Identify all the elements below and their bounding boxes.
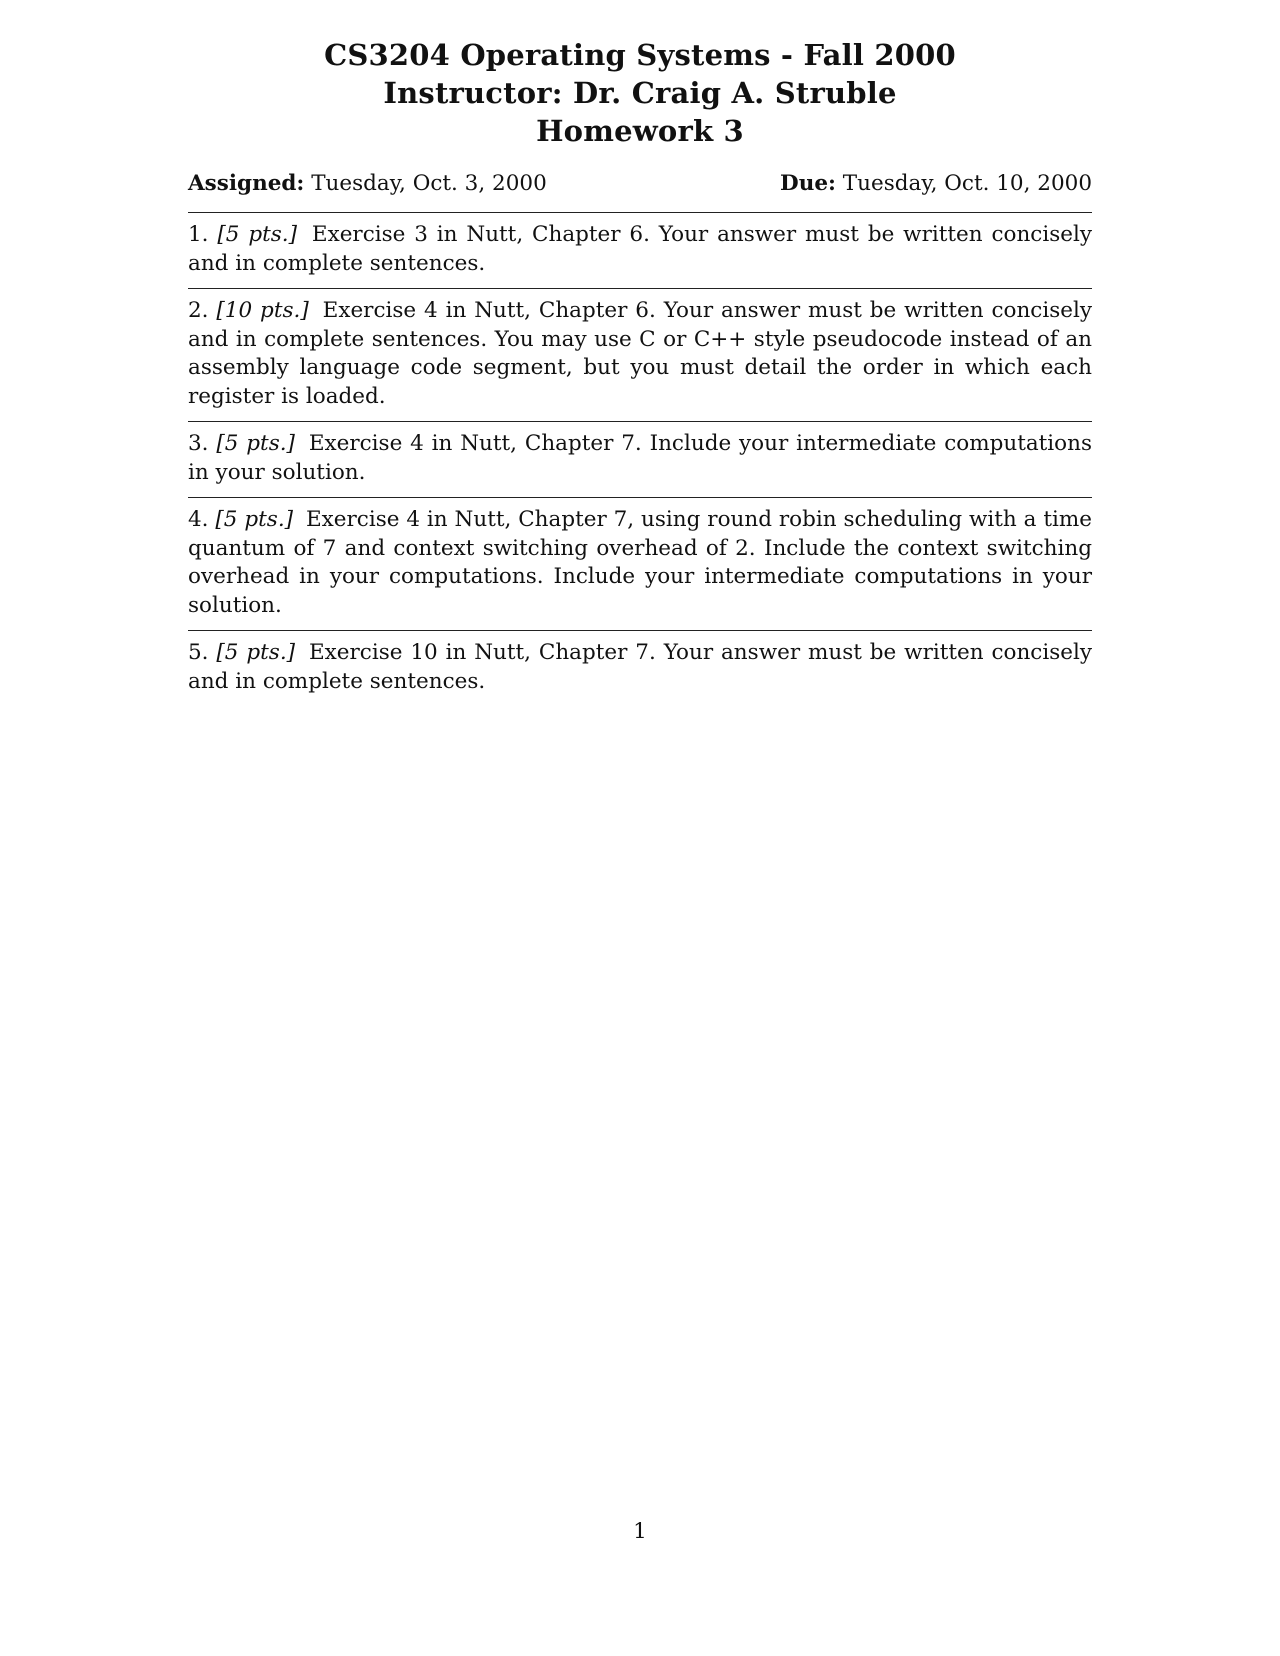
problem-points: [10 pts.]	[216, 298, 309, 323]
assigned-value: Tuesday, Oct. 3, 2000	[311, 171, 547, 196]
due-label: Due:	[780, 171, 836, 196]
problem-points: [5 pts.]	[216, 431, 295, 456]
problem-number: 3.	[188, 431, 209, 456]
assigned-label: Assigned:	[188, 171, 305, 196]
problem-number: 4.	[188, 507, 209, 532]
assigned-date	[188, 170, 547, 198]
problem-item	[188, 631, 1092, 706]
problem-text: Exercise 3 in Nutt, Chapter 6. Your answer must be written concisely and in complete sentences.	[188, 222, 1092, 276]
problem-number: 1.	[188, 222, 209, 247]
problem-item	[188, 422, 1092, 497]
problem-text: Exercise 4 in Nutt, Chapter 7. Include your intermediate computations in your solution.	[188, 431, 1093, 485]
problem-item	[188, 213, 1092, 288]
problem-text: Exercise 4 in Nutt, Chapter 6. Your answer must be written concisely and in complete sentences. You may use C or C++ style pseudocode instead of an assembly language code segment, but you must detail the order in which each register is loaded.	[188, 298, 1092, 409]
homework-title: Homework 3	[536, 114, 744, 148]
course-title: CS3204 Operating Systems - Fall 2000	[324, 38, 956, 72]
problem-item	[188, 289, 1092, 421]
problem-item	[188, 498, 1092, 630]
dates-row	[188, 170, 1092, 198]
problem-number: 2.	[188, 298, 209, 323]
page-number: 1	[633, 1519, 647, 1544]
problem-points: [5 pts.]	[215, 507, 294, 532]
problem-text: Exercise 10 in Nutt, Chapter 7. Your answer must be written concisely and in complete sentences.	[188, 640, 1093, 694]
problem-points: [5 pts.]	[216, 640, 296, 665]
homework-page	[188, 36, 1092, 706]
problem-text: Exercise 4 in Nutt, Chapter 7, using round robin scheduling with a time quantum of 7 and context switching overhead of 2. Include the context switching overhead in your computations. Include your intermediate computations in your solution.	[188, 507, 1092, 618]
problem-points: [5 pts.]	[217, 222, 297, 247]
due-date	[780, 170, 1092, 198]
instructor-line: Instructor: Dr. Craig A. Struble	[383, 76, 897, 110]
document-title	[188, 36, 1092, 150]
problem-number: 5.	[188, 640, 209, 665]
due-value: Tuesday, Oct. 10, 2000	[842, 171, 1092, 196]
